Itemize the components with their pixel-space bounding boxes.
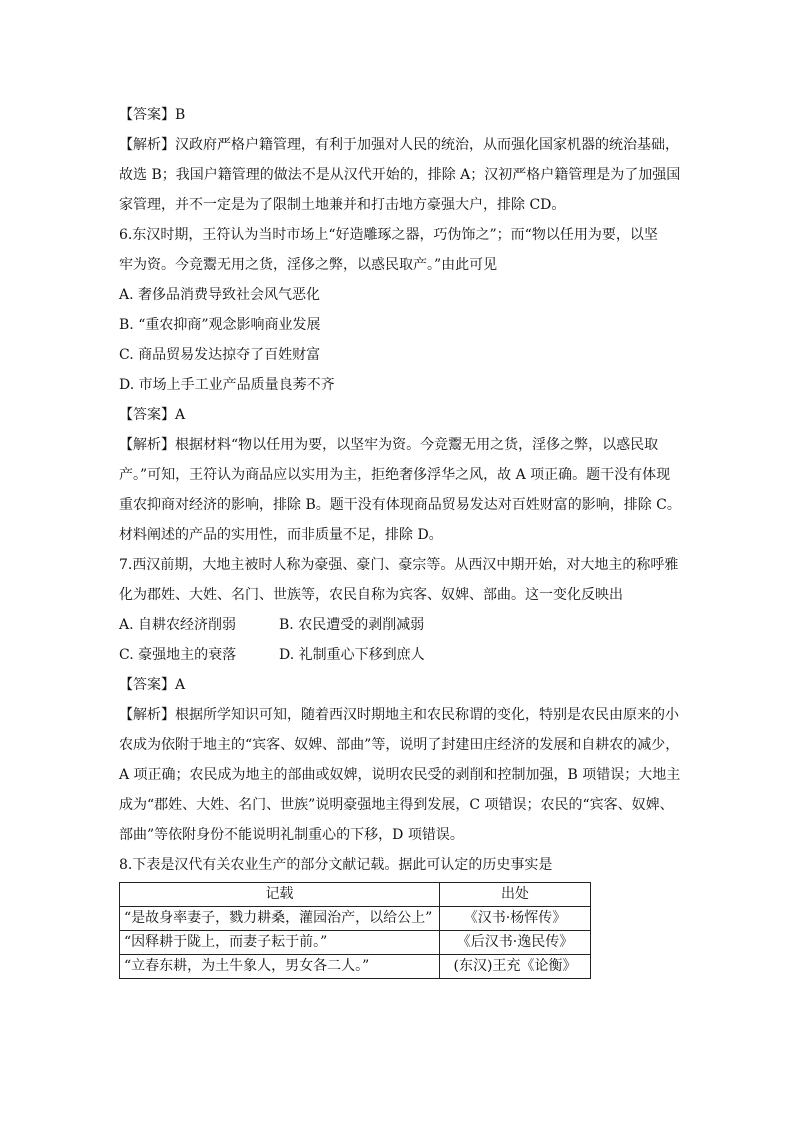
answer-label: 【答案】B	[119, 107, 186, 123]
header-record: 记载	[120, 883, 440, 907]
q7-answer	[119, 670, 679, 700]
option-c: C. 商品贸易发达掠夺了百姓财富	[119, 347, 321, 363]
analysis-line: 产。”可知，王符认为商品应以实用为主，拒绝奢侈浮华之风，故 A 项正确。题干没有体现	[119, 467, 671, 483]
stem-line: 8.下表是汉代有关农业生产的部分文献记载。据此可认定的历史事实是	[119, 857, 553, 873]
option-c: C. 豪强地主的衰落	[119, 647, 237, 663]
record-cell: “立春东耕，为土牛象人，男女各二人。”	[120, 955, 440, 979]
table-row	[120, 931, 591, 955]
stem-line: 牢为资。今竞鬻无用之货，淫侈之弊，以惑民取产。”由此可见	[119, 257, 498, 273]
answer-label: 【答案】A	[119, 677, 186, 693]
option-d: D. 市场上手工业产品质量良莠不齐	[119, 377, 335, 393]
table-header-row	[120, 883, 591, 907]
q6-answer	[119, 400, 679, 430]
analysis-line: 故选 B；我国户籍管理的做法不是从汉代开始的，排除 A；汉初严格户籍管理是为了加强国	[119, 167, 681, 183]
analysis-line: 农成为依附于地主的“宾客、奴婢、部曲”等，说明了封建田庄经济的发展和自耕农的减少，	[119, 737, 680, 753]
record-cell: “是故身率妻子，戮力耕桑，灌园治产，以给公上”	[120, 907, 440, 931]
stem-line: 7.西汉前期，大地主被时人称为豪强、豪门、豪宗等。从西汉中期开始，对大地主的称呼雅	[119, 557, 679, 573]
q8-stem	[119, 850, 679, 880]
q6-options	[119, 280, 679, 400]
q7-options-row-1	[119, 610, 679, 640]
record-cell: “因释耕于陇上，而妻子耘于前。”	[120, 931, 440, 955]
document-page	[119, 98, 679, 979]
q6-stem	[119, 220, 679, 280]
q5-analysis	[119, 130, 679, 220]
header-source: 出处	[440, 883, 591, 907]
analysis-line: 材料阐述的产品的实用性，而非质量不足，排除 D。	[119, 527, 443, 543]
stem-line: 化为郡姓、大姓、名门、世族等，农民自称为宾客、奴婢、部曲。这一变化反映出	[119, 587, 623, 603]
analysis-line: 成为“郡姓、大姓、名门、世族”说明豪强地主得到发展，C 项错误；农民的“宾客、奴婢、	[119, 797, 674, 813]
analysis-line: 【解析】汉政府严格户籍管理，有利于加强对人民的统治，从而强化国家机器的统治基础，	[119, 137, 679, 153]
source-cell: (东汉)王充《论衡》	[440, 955, 591, 979]
option-b: B. 农民遭受的剥削减弱	[279, 617, 425, 633]
option-b: B. “重农抑商”观念影响商业发展	[119, 317, 321, 333]
q7-analysis	[119, 700, 679, 850]
q7-stem	[119, 550, 679, 610]
source-cell: 《汉书·杨恽传》	[440, 907, 591, 931]
source-cell: 《后汉书·逸民传》	[440, 931, 591, 955]
q6-analysis	[119, 430, 679, 550]
q5-answer	[119, 100, 679, 130]
analysis-line: A 项正确；农民成为地主的部曲或奴婢，说明农民受的剥削和控制加强，B 项错误；大地主	[119, 767, 681, 783]
option-a: A. 自耕农经济削弱	[119, 617, 237, 633]
records-table	[119, 882, 591, 979]
analysis-line: 家管理，并不一定是为了限制土地兼并和打击地方豪强大户，排除 CD。	[119, 197, 566, 213]
table-row	[120, 907, 591, 931]
stem-line: 6.东汉时期，王符认为当时市场上“好造雕琢之器，巧伪饰之”；而“物以任用为要，以坚	[119, 227, 658, 243]
answer-label: 【答案】A	[119, 407, 186, 423]
table-row	[120, 955, 591, 979]
option-d: D. 礼制重心下移到庶人	[279, 647, 425, 663]
option-a: A. 奢侈品消费导致社会风气恶化	[119, 287, 321, 303]
analysis-line: 【解析】根据材料“物以任用为要，以坚牢为资。今竞鬻无用之货，淫侈之弊，以惑民取	[119, 437, 659, 453]
analysis-line: 【解析】根据所学知识可知，随着西汉时期地主和农民称谓的变化，特别是农民由原来的小	[119, 707, 679, 723]
analysis-line: 部曲”等依附身份不能说明礼制重心的下移，D 项错误。	[119, 827, 464, 843]
analysis-line: 重农抑商对经济的影响，排除 B。题干没有体现商品贸易发达对百姓财富的影响，排除 C。	[119, 497, 681, 513]
q7-options-row-2	[119, 640, 679, 670]
